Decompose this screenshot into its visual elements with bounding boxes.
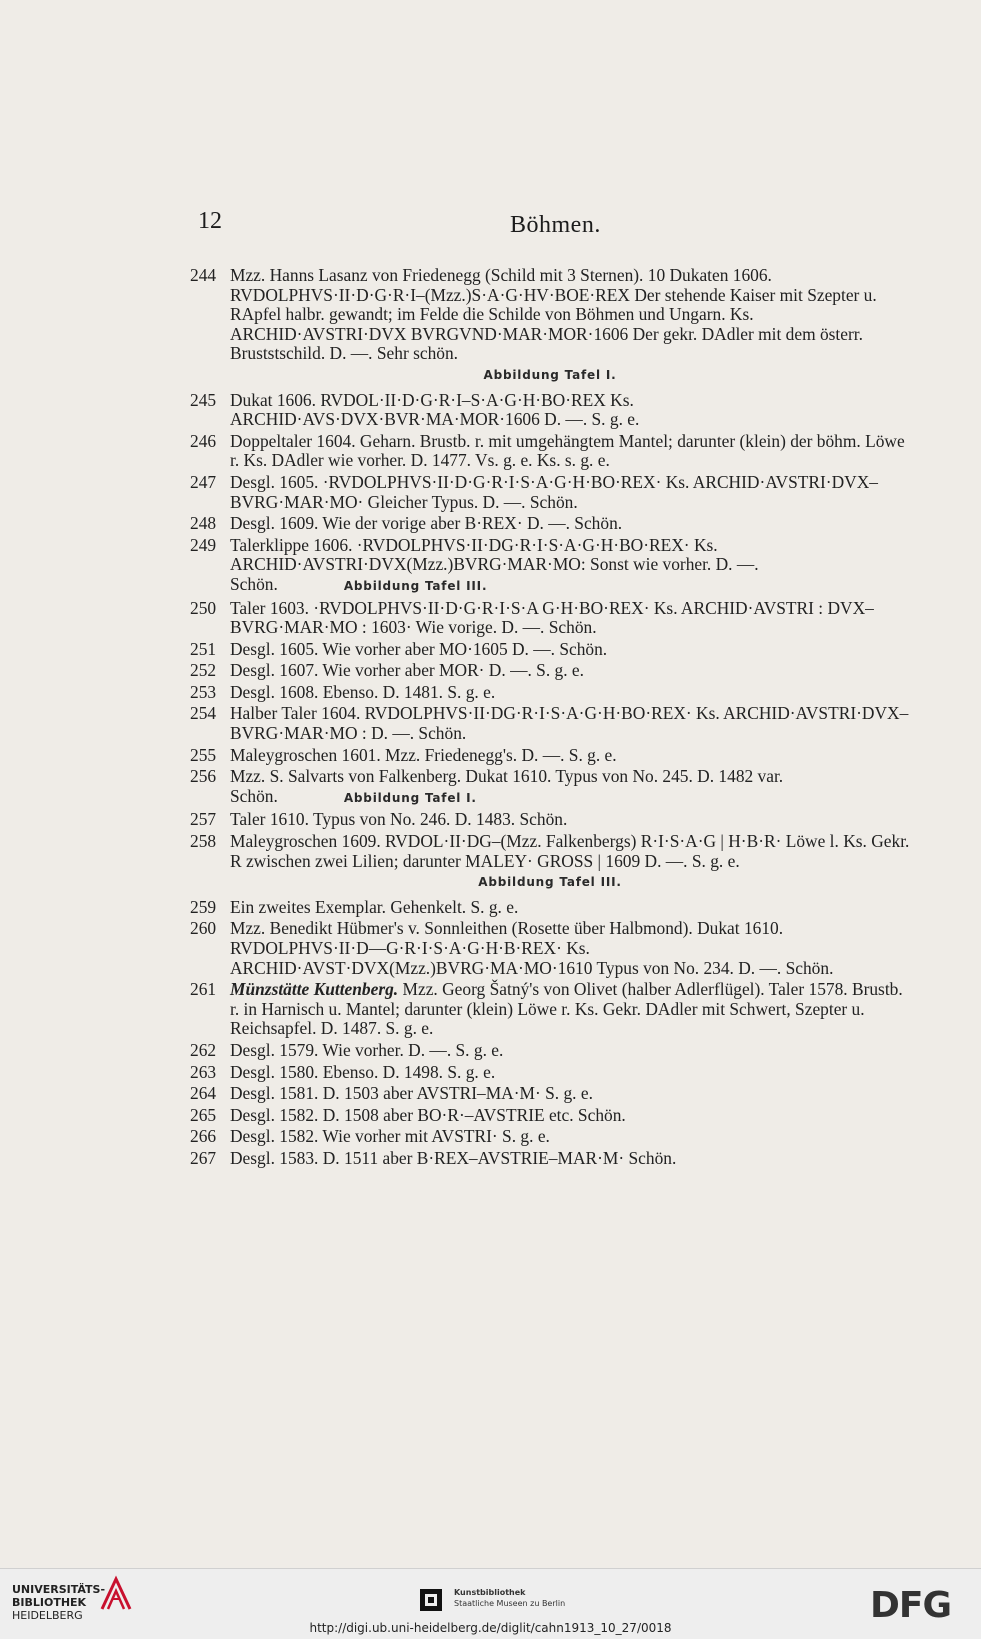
catalog-entry [190,683,910,703]
entry-text: Desgl. 1580. Ebenso. D. 1498. S. g. e. [230,1061,496,1082]
catalog-entry [190,767,910,808]
catalog-entry [190,1084,910,1104]
catalog-entry [190,980,910,1039]
entry-number: 244 [190,265,217,285]
entry-text: Ein zweites Exemplar. Gehenkelt. S. g. e. [230,896,519,917]
entry-number: 255 [190,744,217,765]
plate-reference: Abbildung Tafel III. [343,578,488,593]
catalog-entry [190,704,910,743]
entry-number: 258 [190,831,217,852]
entry-number: 249 [190,534,217,555]
viewer-footer [0,1568,981,1639]
entry-text: Desgl. 1605. Wie vorher aber MO·1605 D. —. Schön. [230,638,608,659]
entry-number: 264 [190,1083,217,1104]
entry-number: 263 [190,1061,217,1082]
uni-logo-line1: UNIVERSITÄTS- [12,1583,106,1596]
plate-reference: Abbildung Tafel I. [343,790,477,805]
entry-number: 262 [190,1039,217,1060]
entry-text: Maleygroschen 1609. RVDOL·II·DG–(Mzz. Falkenbergs) R·I·S·A·G | H·B·R· Löwe l. Ks. Gekr. R zwischen zwei Lilien; darunter MALEY· GROSS | 1609 D. —. S. g. e. [230,831,910,871]
entry-text: Desgl. 1605. ·RVDOLPHVS·II·D·G·R·I·S·A·G·H·BO·REX· Ks. ARCHID·AVSTRI·DVX–BVRG·MAR·MO· Gleicher Typus. D. —. Schön. [230,471,878,512]
page-title: Böhmen. [510,212,601,238]
kb-line2: Staatliche Museen zu Berlin [454,1599,566,1608]
catalog-entry [190,746,910,766]
entry-number: 251 [190,638,217,659]
catalog-entry [190,919,910,978]
entry-text: Dukat 1606. RVDOL·II·D·G·R·I–S·A·G·H·BO·REX Ks. ARCHID·AVS·DVX·BVR·MA·MOR·1606 D. —. S. g. e. [230,389,640,430]
entry-text: Talerklippe 1606. ·RVDOLPHVS·II·DG·R·I·S·A·G·H·BO·REX· Ks. ARCHID·AVSTRI·DVX(Mzz.)BVRG·MAR·MO: Sonst wie vorher. D. —. Schön. [230,534,759,594]
entry-number: 254 [190,703,217,724]
catalog-entry [190,810,910,830]
kunstbibliothek-icon [418,1587,444,1613]
entry-number: 261 [190,979,217,1000]
uni-logo-line2: BIBLIOTHEK [12,1596,87,1609]
entry-text: Mzz. Georg Šatný's von Olivet (halber Adlerflügel). Taler 1578. Brustb. r. in Harnisch u. Mantel; darunter (klein) Löwe r. Ks. Gekr. DAdler mit Schwert, Szepter u. Reichsapfel. D. 1487. S. g. e. [230,979,903,1039]
catalog-entry [190,391,910,430]
catalog-entry [190,536,910,597]
entry-text: Mzz. Hanns Lasanz von Friedenegg (Schild mit 3 Sternen). 10 Dukaten 1606. RVDOLPHVS·II·D·G·R·I–(Mzz.)S·A·G·HV·BOE·REX Der stehende Kaiser mit Szepter u. RApfel halbr. gewandt; im Felde die Schilde von Böhmen und Ungarn. Ks. ARCHID·AVSTRI·DVX BVRGVND·MAR·MOR·1606 Der gekr. DAdler mit dem österr. Bruststschild. D. —. Sehr schön. [230,265,877,364]
entry-number: 245 [190,389,217,410]
catalog-entry [190,898,910,918]
entry-number: 248 [190,513,217,534]
entry-number: 253 [190,681,217,702]
entry-number: 247 [190,471,217,492]
catalog-entry [190,514,910,534]
entry-number: 250 [190,597,217,618]
permalink-url[interactable]: http://digi.ub.uni-heidelberg.de/diglit/cahn1913_10_27/0018 [309,1621,672,1635]
entry-text: Mzz. Benedikt Hübmer's v. Sonnleithen (Rosette über Halbmond). Dukat 1610. RVDOLPHVS·II·D—G·R·I·S·A·G·H·B·REX· Ks. ARCHID·AVST·DVX(Mzz.)BVRG·MA·MO·1610 Typus von No. 234. D. —. Schön. [230,918,834,978]
entry-number: 260 [190,918,217,939]
entry-number: 267 [190,1147,217,1168]
entry-text: Desgl. 1582. Wie vorher mit AVSTRI· S. g. e. [230,1126,550,1147]
catalog-entry [190,1041,910,1061]
catalog-entry [190,473,910,512]
heidelberg-logo-icon [98,1575,134,1615]
entry-number: 266 [190,1126,217,1147]
uni-logo-line3: HEIDELBERG [12,1609,83,1622]
entry-number: 259 [190,896,217,917]
plate-reference: Abbildung Tafel I. [483,367,617,382]
dfg-logo[interactable]: DFG [870,1585,952,1626]
entry-text: Desgl. 1582. D. 1508 aber BO·R·–AVSTRIE etc. Schön. [230,1104,626,1125]
plate-reference: Abbildung Tafel III. [478,875,622,890]
entry-text: Desgl. 1579. Wie vorher. D. —. S. g. e. [230,1039,504,1060]
entry-text: Desgl. 1583. D. 1511 aber B·REX–AVSTRIE–MAR·M· Schön. [230,1147,677,1168]
catalog-entries [190,266,910,1171]
catalog-entry [190,661,910,681]
entry-number: 256 [190,766,217,787]
entry-text: Mzz. S. Salvarts von Falkenberg. Dukat 1610. Typus von No. 245. D. 1482 var. Schön. [230,766,784,806]
catalog-entry [190,1149,910,1169]
entry-text: Taler 1610. Typus von No. 246. D. 1483. Schön. [230,809,568,830]
entry-number: 252 [190,660,217,681]
entry-text: Desgl. 1607. Wie vorher aber MOR· D. —. S. g. e. [230,660,584,681]
entry-text: Desgl. 1581. D. 1503 aber AVSTRI–MA·M· S. g. e. [230,1083,593,1104]
catalog-entry [190,1063,910,1083]
entry-text: Doppeltaler 1604. Geharn. Brustb. r. mit umgehängtem Mantel; darunter (klein) der böhm. Löwe r. Ks. DAdler wie vorher. D. 1477. Vs. g. e. Ks. s. g. e. [230,430,905,471]
entry-number: 246 [190,430,217,451]
catalog-entry [190,832,910,871]
catalog-entry [190,266,910,364]
catalog-entry [190,432,910,471]
entry-text: Desgl. 1609. Wie der vorige aber B·REX· D. —. Schön. [230,513,623,534]
entry-text: Desgl. 1608. Ebenso. D. 1481. S. g. e. [230,681,496,702]
catalog-entry [190,640,910,660]
catalog-entry [190,1127,910,1147]
kb-line1: Kunstbibliothek [454,1588,526,1597]
entry-text: Taler 1603. ·RVDOLPHVS·II·D·G·R·I·S·A G·H·BO·REX· Ks. ARCHID·AVSTRI : DVX–BVRG·MAR·MO : 1603· Wie vorige. D. —. Schön. [230,597,874,638]
entry-number: 257 [190,809,217,830]
catalog-entry [190,1106,910,1126]
page-number: 12 [198,208,222,234]
entry-number: 265 [190,1104,217,1125]
entry-text: Halber Taler 1604. RVDOLPHVS·II·DG·R·I·S·A·G·H·BO·REX· Ks. ARCHID·AVSTRI·DVX–BVRG·MAR·MO : D. —. Schön. [230,703,909,744]
catalog-entry [190,599,910,638]
entry-text: Maleygroschen 1601. Mzz. Friedenegg's. D. —. S. g. e. [230,744,617,765]
mint-heading: Münzstätte Kuttenberg. [230,979,399,1000]
